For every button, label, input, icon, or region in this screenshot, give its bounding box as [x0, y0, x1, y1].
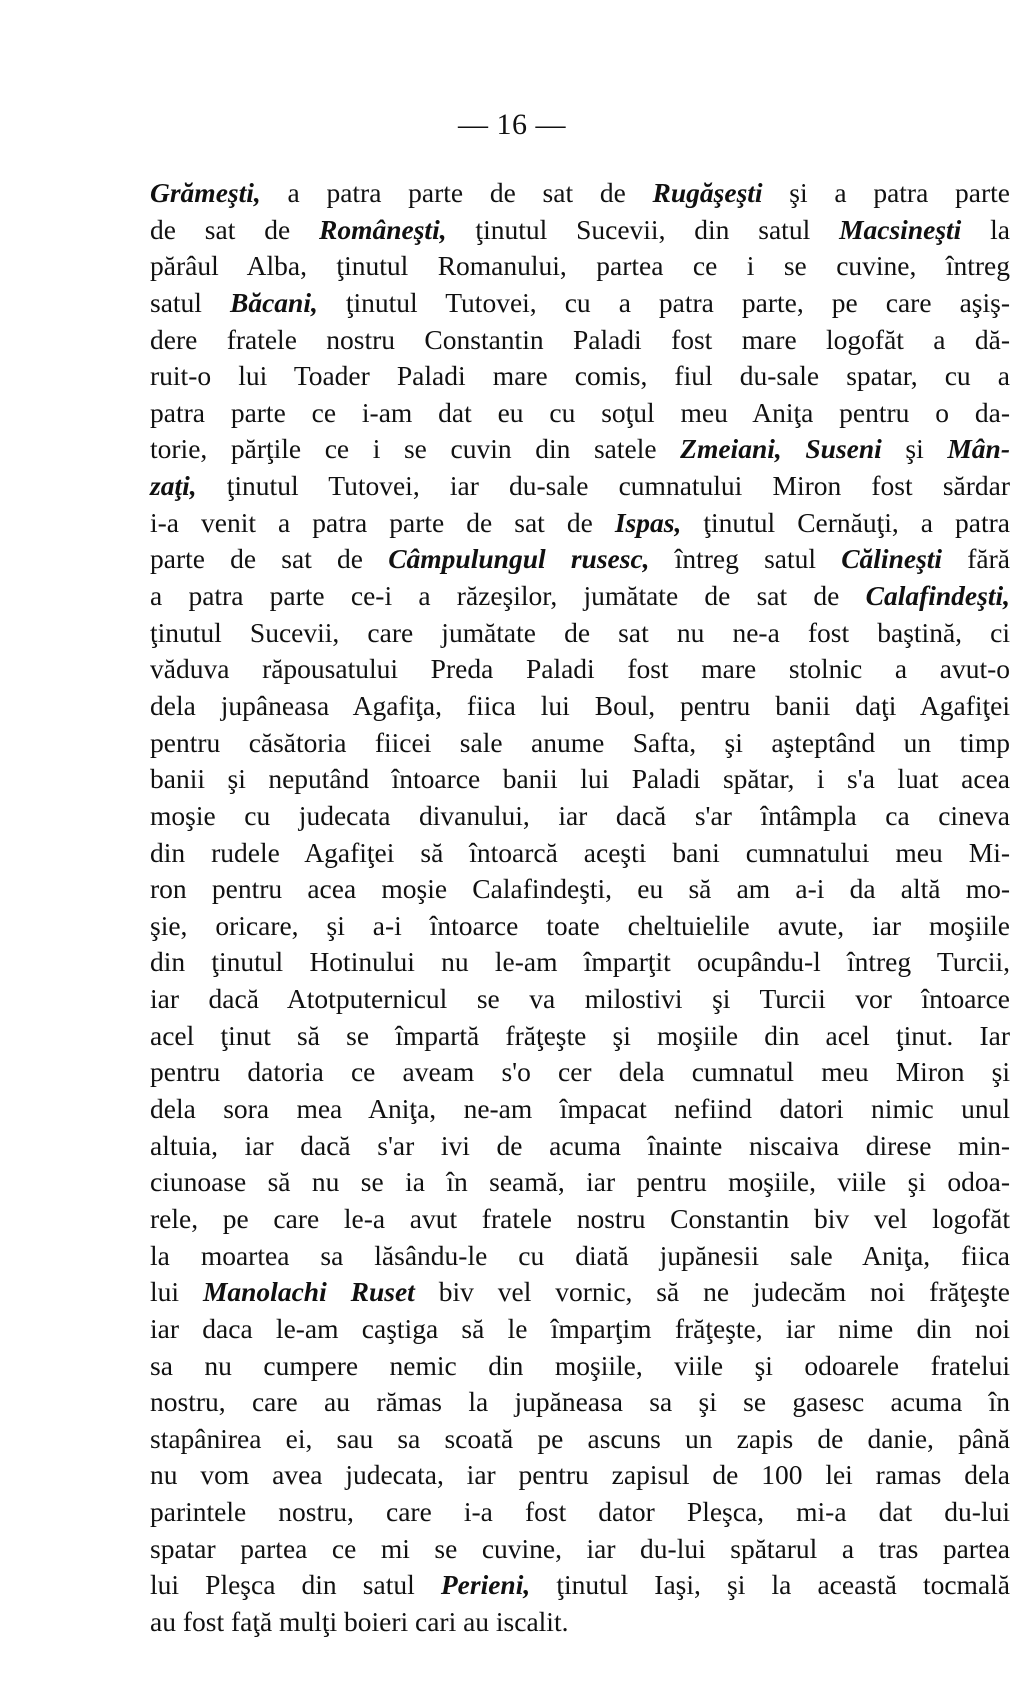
text-line: [150, 1238, 1010, 1275]
text-line: [150, 578, 1010, 615]
text-segment: la: [961, 213, 1010, 245]
text-segment: banii şi neputând întoarce banii lui Paladi spătar, i s'a luat acea: [150, 763, 1010, 795]
text-line: [150, 688, 1010, 725]
text-line: [150, 1091, 1010, 1128]
text-line: [150, 871, 1010, 908]
text-segment: i-a venit a patra parte de sat de: [150, 506, 615, 538]
text-line: [150, 761, 1010, 798]
text-segment: iar daca le-am caştiga să le împarţim frăţeşte, iar nime din noi: [150, 1312, 1010, 1344]
text-line: [150, 1567, 1010, 1604]
text-line: [150, 798, 1010, 835]
text-line: [150, 541, 1010, 578]
text-segment: părâul Alba, ţinutul Romanului, partea ce i se cuvine, întreg: [150, 250, 1010, 282]
text-segment: rele, pe care le-a avut fratele nostru Constantin biv vel logofăt: [150, 1202, 1010, 1234]
text-line: [150, 1164, 1010, 1201]
text-segment: ţinutul Cernăuţi, a patra: [681, 506, 1011, 538]
text-segment: dela jupâneasa Agafiţa, fiica lui Boul, pentru banii daţi Agafiţei: [150, 689, 1010, 721]
text-segment: biv vel vornic, să ne judecăm noi frăţeşte: [414, 1276, 1010, 1308]
text-line: [150, 1274, 1010, 1311]
text-segment: la moartea sa lăsându-le cu diată jupănesii sale Aniţa, fiica: [150, 1239, 1010, 1271]
body-text: [150, 175, 1010, 1641]
text-segment: sa nu cumpere nemic din moşiile, viile şi odoarele fratelui: [150, 1349, 1010, 1381]
text-segment: ron pentru acea moşie Calafindeşti, eu să am a-i da altă mo-: [150, 873, 1010, 905]
text-segment: ţinutul Tutovei, iar du-sale cumnatului Miron fost sărdar: [196, 470, 1010, 502]
text-line: [150, 1054, 1010, 1091]
text-segment: şi a patra parte: [762, 177, 1010, 208]
text-segment: fără: [942, 543, 1010, 575]
text-segment: lui: [150, 1276, 203, 1308]
text-segment: pentru datoria ce aveam s'o cer dela cumnatul meu Miron şi: [150, 1056, 1010, 1088]
text-line: [150, 1311, 1010, 1348]
italic-name: Grămeşti,: [150, 177, 261, 208]
text-segment: a patra parte ce-i a răzeşilor, jumătate de sat de: [150, 580, 866, 612]
italic-name: Româneşti,: [319, 213, 447, 245]
text-line: [150, 395, 1010, 432]
text-line: [150, 212, 1010, 249]
text-line: [150, 1018, 1010, 1055]
text-segment: iar dacă Atotputernicul se va milostivi şi Turcii vor întoarce: [150, 983, 1010, 1015]
text-segment: satul: [150, 286, 230, 318]
text-segment: nostru, care au rămas la jupăneasa sa şi se gasesc acuma în: [150, 1386, 1010, 1418]
text-line: [150, 1384, 1010, 1421]
text-segment: lui Pleşca din satul: [150, 1569, 441, 1601]
text-line: [150, 468, 1010, 505]
text-segment: şi: [881, 433, 948, 465]
text-segment: nu vom avea judecata, iar pentru zapisul de 100 lei ramas dela: [150, 1459, 1010, 1491]
text-segment: parintele nostru, care i-a fost dator Pleşca, mi-a dat du-lui: [150, 1496, 1010, 1528]
italic-name: Băcani,: [229, 286, 318, 318]
text-line: [150, 1531, 1010, 1568]
text-line: [150, 358, 1010, 395]
italic-name: Rugăşeşti: [652, 177, 763, 208]
text-line: [150, 725, 1010, 762]
page-number: — 16 —: [458, 108, 566, 141]
text-line: [150, 1457, 1010, 1494]
text-segment: parte de sat de: [150, 543, 389, 575]
italic-name: Mân-: [947, 433, 1011, 465]
text-segment: ţinutul Sucevii, din satul: [446, 213, 840, 245]
text-line: [150, 431, 1010, 468]
text-segment: pentru căsătoria fiicei sale anume Safta, şi aşteptând un timp: [150, 726, 1010, 758]
text-segment: ţinutul Iaşi, şi la această tocmală: [530, 1569, 1010, 1601]
text-segment: patra parte ce i-am dat eu cu soţul meu Aniţa pentru o da-: [150, 396, 1010, 428]
italic-name: zaţi,: [150, 470, 197, 502]
text-line: [150, 1348, 1010, 1385]
text-segment: dere fratele nostru Constantin Paladi fost mare logofăt a dă-: [150, 323, 1010, 355]
italic-name: Ispas,: [614, 506, 682, 538]
text-segment: ciunoase să nu se ia în seamă, iar pentru moşiile, viile şi odoa-: [150, 1166, 1010, 1198]
text-segment: torie, părţile ce i se cuvin din satele: [150, 433, 681, 465]
text-line: [150, 248, 1010, 285]
text-line: [150, 981, 1010, 1018]
text-segment: ruit-o lui Toader Paladi mare comis, fiul du-sale spatar, cu a: [150, 360, 1010, 392]
text-segment: din rudele Agafiţei să întoarcă aceşti bani cumnatului meu Mi-: [150, 836, 1010, 868]
italic-name: Manolachi Ruset: [202, 1276, 415, 1308]
text-line: [150, 1128, 1010, 1165]
italic-name: Perieni,: [440, 1569, 531, 1601]
text-segment: acel ţinut să se împartă frăţeşte şi moşiile din acel ţinut. Iar: [150, 1019, 1010, 1051]
italic-name: Zmeiani, Suseni: [680, 433, 882, 465]
text-segment: altuia, iar dacă s'ar ivi de acuma înainte niscaiva direse min-: [150, 1129, 1010, 1161]
text-segment: întreg satul: [649, 543, 842, 575]
italic-name: Macsineşti: [839, 213, 962, 245]
text-line: [150, 285, 1010, 322]
text-segment: de sat de: [150, 213, 319, 245]
text-line: [150, 505, 1010, 542]
text-line: [150, 651, 1010, 688]
text-line: [150, 835, 1010, 872]
text-line: [150, 615, 1010, 652]
italic-name: Călineşti: [841, 543, 943, 575]
text-segment: au fost faţă mulţi boieri cari au iscalit.: [150, 1605, 569, 1637]
text-segment: moşie cu judecata divanului, iar dacă s'ar întâmpla ca cineva: [150, 799, 1010, 831]
text-line: [150, 1421, 1010, 1458]
text-line: [150, 944, 1010, 981]
text-segment: spatar partea ce mi se cuvine, iar du-lui spătarul a tras partea: [150, 1532, 1010, 1564]
text-line: [150, 1201, 1010, 1238]
italic-name: Câmpulungul rusesc,: [388, 543, 650, 575]
text-segment: a patra parte de sat de: [260, 177, 653, 208]
italic-name: Calafindeşti,: [865, 580, 1010, 612]
text-segment: ţinutul Sucevii, care jumătate de sat nu ne-a fost baştină, ci: [150, 616, 1010, 648]
text-segment: văduva răpousatului Preda Paladi fost mare stolnic a avut-o: [150, 653, 1010, 685]
text-segment: stapânirea ei, sau sa scoată pe ascuns un zapis de danie, până: [150, 1422, 1010, 1454]
text-line: [150, 908, 1010, 945]
text-segment: ţinutul Tutovei, cu a patra parte, pe care aşiş-: [317, 286, 1010, 318]
text-line: [150, 322, 1010, 359]
text-line: [150, 1604, 1010, 1641]
text-line: [150, 175, 1010, 212]
text-segment: şie, oricare, şi a-i întoarce toate cheltuielile avute, iar moşiile: [150, 909, 1010, 941]
text-line: [150, 1494, 1010, 1531]
text-segment: din ţinutul Hotinului nu le-am împarţit ocupându-l întreg Turcii,: [150, 946, 1010, 978]
text-segment: dela sora mea Aniţa, ne-am împacat nefiind datori nimic unul: [150, 1093, 1010, 1125]
